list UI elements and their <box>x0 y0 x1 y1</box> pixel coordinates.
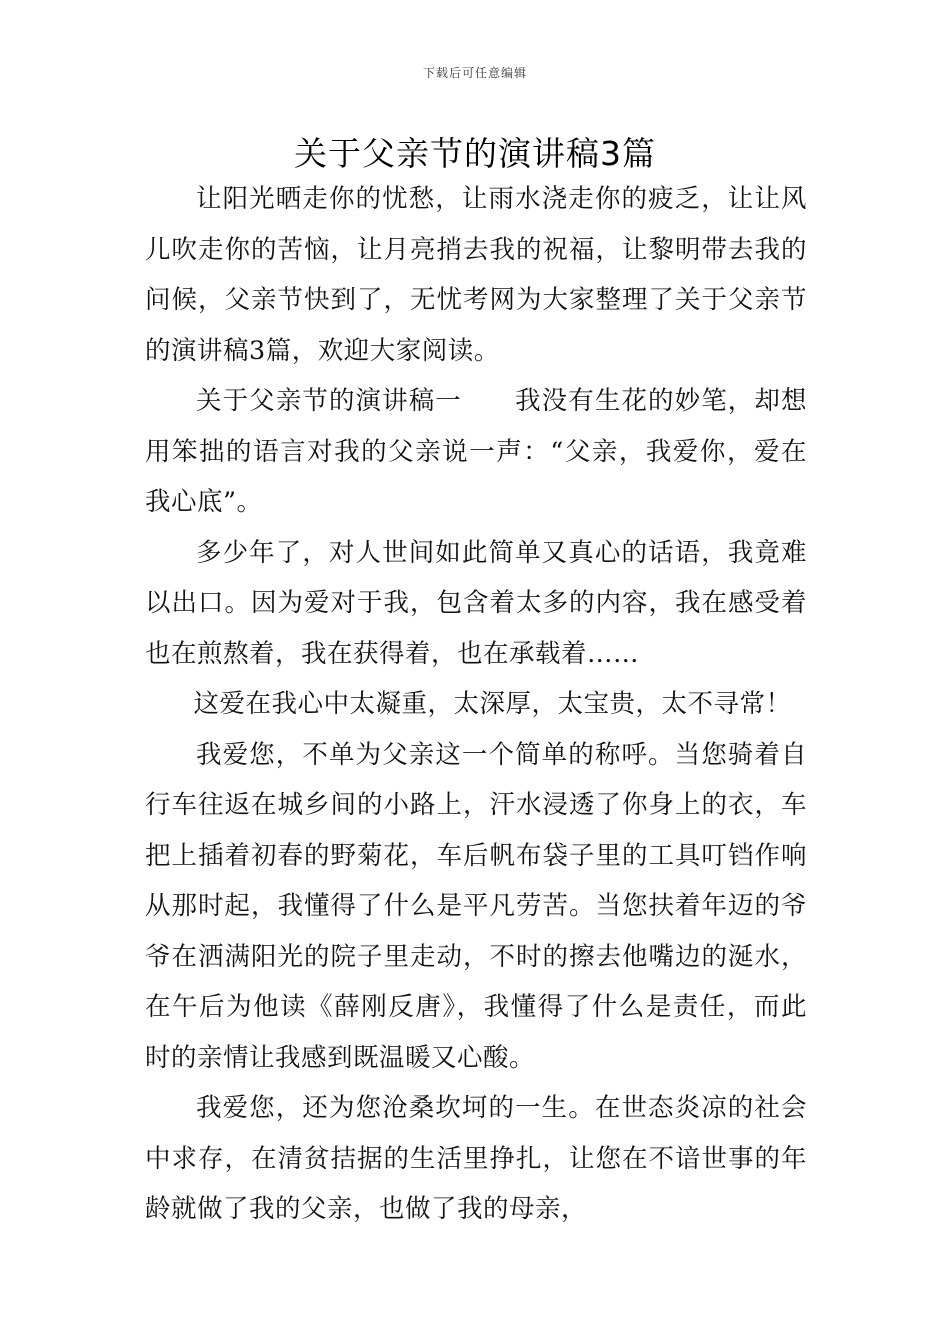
paragraph-love-father: 我爱您，不单为父亲这一个简单的称呼。当您骑着自行车往返在城乡间的小路上，汗水浸透了你身上的衣，车把上插着初春的野菊花，车后帆布袋子里的工具叮铛作响从那时起，我懂得了什么是平凡劳苦。当您扶着年迈的爷爷在洒满阳光的院子里走动，不时的擦去他嘴边的涎水，在午后为他读《薛刚反唐》，我懂得了什么是责任，而此时的亲情让我感到既温暖又心酸。 <box>145 739 807 1073</box>
header-note: 下载后可任意编辑 <box>422 66 527 80</box>
paragraph-love-hardship: 我爱您，还为您沧桑坎坷的一生。在世态炎凉的社会中求存，在清贫拮据的生活里挣扎，让您在不谙世事的年龄就做了我的父亲，也做了我的母亲， <box>145 1093 807 1224</box>
paragraph-speech-one-opening: 关于父亲节的演讲稿一 我没有生花的妙笔，却想用笨拙的语言对我的父亲说一声：“父亲，我爱你，爱在我心底”。 <box>145 386 807 517</box>
document-body <box>145 174 807 1235</box>
paragraph-love-heavy: 这爱在我心中太凝重，太深厚，太宝贵，太不寻常！ <box>193 689 792 719</box>
paragraph-years: 多少年了，对人世间如此简单又真心的话语，我竟难以出口。因为爱对于我，包含着太多的内容，我在感受着也在煎熬着，我在获得着，也在承载着…… <box>145 537 807 669</box>
paragraph-intro: 让阳光晒走你的忧愁，让雨水浇走你的疲乏，让让风儿吹走你的苦恼，让月亮捎去我的祝福，让黎明带去我的问候，父亲节快到了，无忧考网为大家整理了关于父亲节的演讲稿3篇，欢迎大家阅读。 <box>145 184 807 366</box>
document-title: 关于父亲节的演讲稿3篇 <box>294 134 656 173</box>
